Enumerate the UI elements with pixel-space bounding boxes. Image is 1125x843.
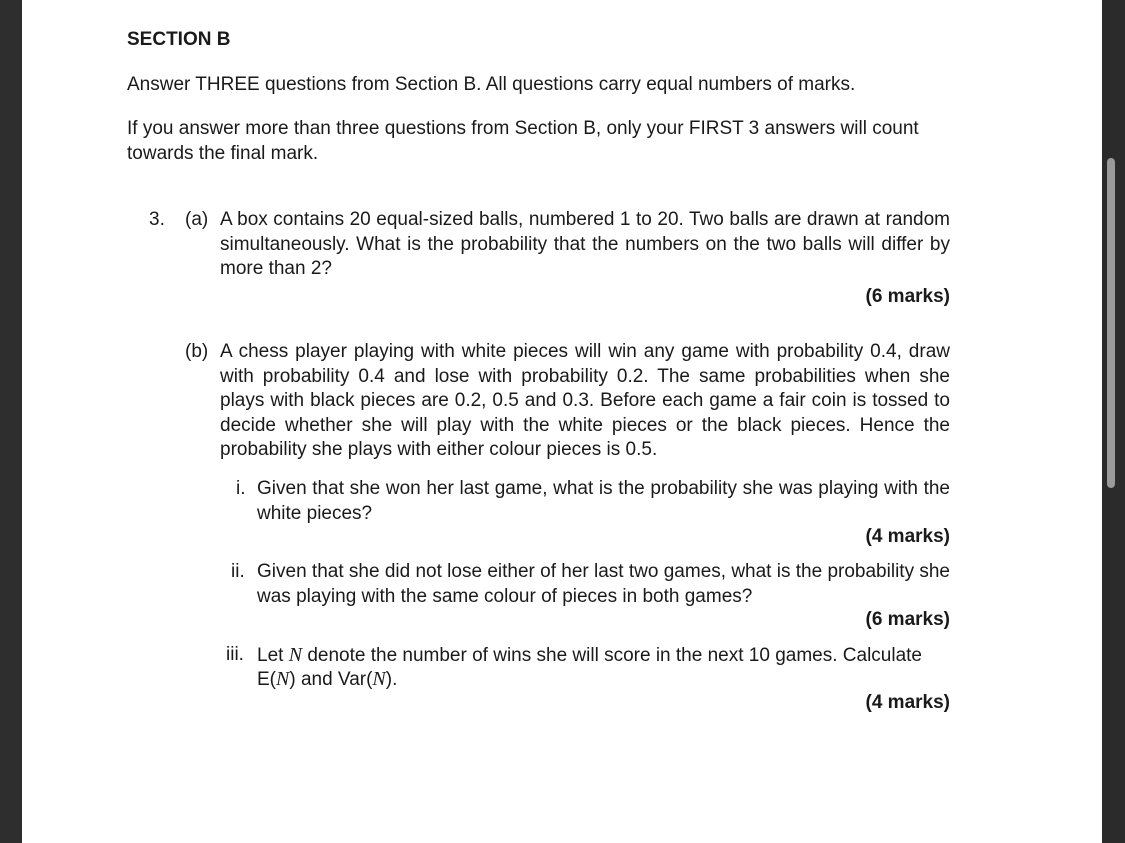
instructions-line-1: Answer THREE questions from Section B. All questions carry equal numbers of marks. xyxy=(127,74,856,95)
part-b-text: A chess player playing with white pieces will win any game with probability 0.4, draw with probability 0.4 and lose with probability 0.2. The same probabilities when she plays with black pieces are 0.2, 0.5 and 0.3. Before each game a fair coin is tossed to decide whether she will play with the white pieces or the black pieces. Hence the probability she plays with either colour pieces is 0.5. xyxy=(220,341,950,460)
sub-iii-marks: (4 marks) xyxy=(865,692,950,713)
scrollbar-thumb[interactable] xyxy=(1107,158,1115,488)
sub-iii-var-n-3: N xyxy=(372,668,386,690)
section-title: SECTION B xyxy=(127,29,231,50)
sub-ii-marks: (6 marks) xyxy=(865,609,950,630)
question-number: 3. xyxy=(149,209,165,230)
sub-iii-line-1 xyxy=(257,643,922,669)
sub-iii-line-2 xyxy=(257,667,397,693)
sub-ii-label: ii. xyxy=(231,561,245,582)
sub-iii-text-3: E( xyxy=(257,669,276,690)
sub-i-text: Given that she won her last game, what is the probability she was playing with the white pieces? xyxy=(257,478,950,524)
sub-i-marks: (4 marks) xyxy=(865,526,950,547)
sub-iii-text-5: ). xyxy=(385,669,398,690)
sub-iii-label: iii. xyxy=(226,644,244,665)
part-a-label: (a) xyxy=(185,209,209,230)
instructions-line-2a: If you answer more than three questions from Section B, only your FIRST 3 answers will count xyxy=(127,118,919,139)
sub-iii-var-n-1: N xyxy=(288,644,303,666)
part-a-text: A box contains 20 equal-sized balls, numbered 1 to 20. Two balls are drawn at random simultaneously. What is the probability that the numbers on the two balls will differ by more than 2? xyxy=(220,209,950,279)
sub-iii-text-1: Let xyxy=(257,645,289,666)
part-b-label: (b) xyxy=(185,341,209,362)
sub-iii-text-2: denote the number of wins she will score in the next 10 games. Calculate xyxy=(302,645,922,666)
viewer-left-edge xyxy=(0,0,22,843)
sub-i-label: i. xyxy=(236,478,246,499)
sub-ii-text: Given that she did not lose either of her last two games, what is the probability she was playing with the same colour of pieces in both games? xyxy=(257,561,950,607)
instructions-line-2b: towards the final mark. xyxy=(127,143,319,164)
part-a-marks: (6 marks) xyxy=(865,286,950,307)
sub-iii-text-4: ) and Var( xyxy=(289,669,373,690)
sub-iii-var-n-2: N xyxy=(276,668,290,690)
document-page xyxy=(22,0,1102,843)
